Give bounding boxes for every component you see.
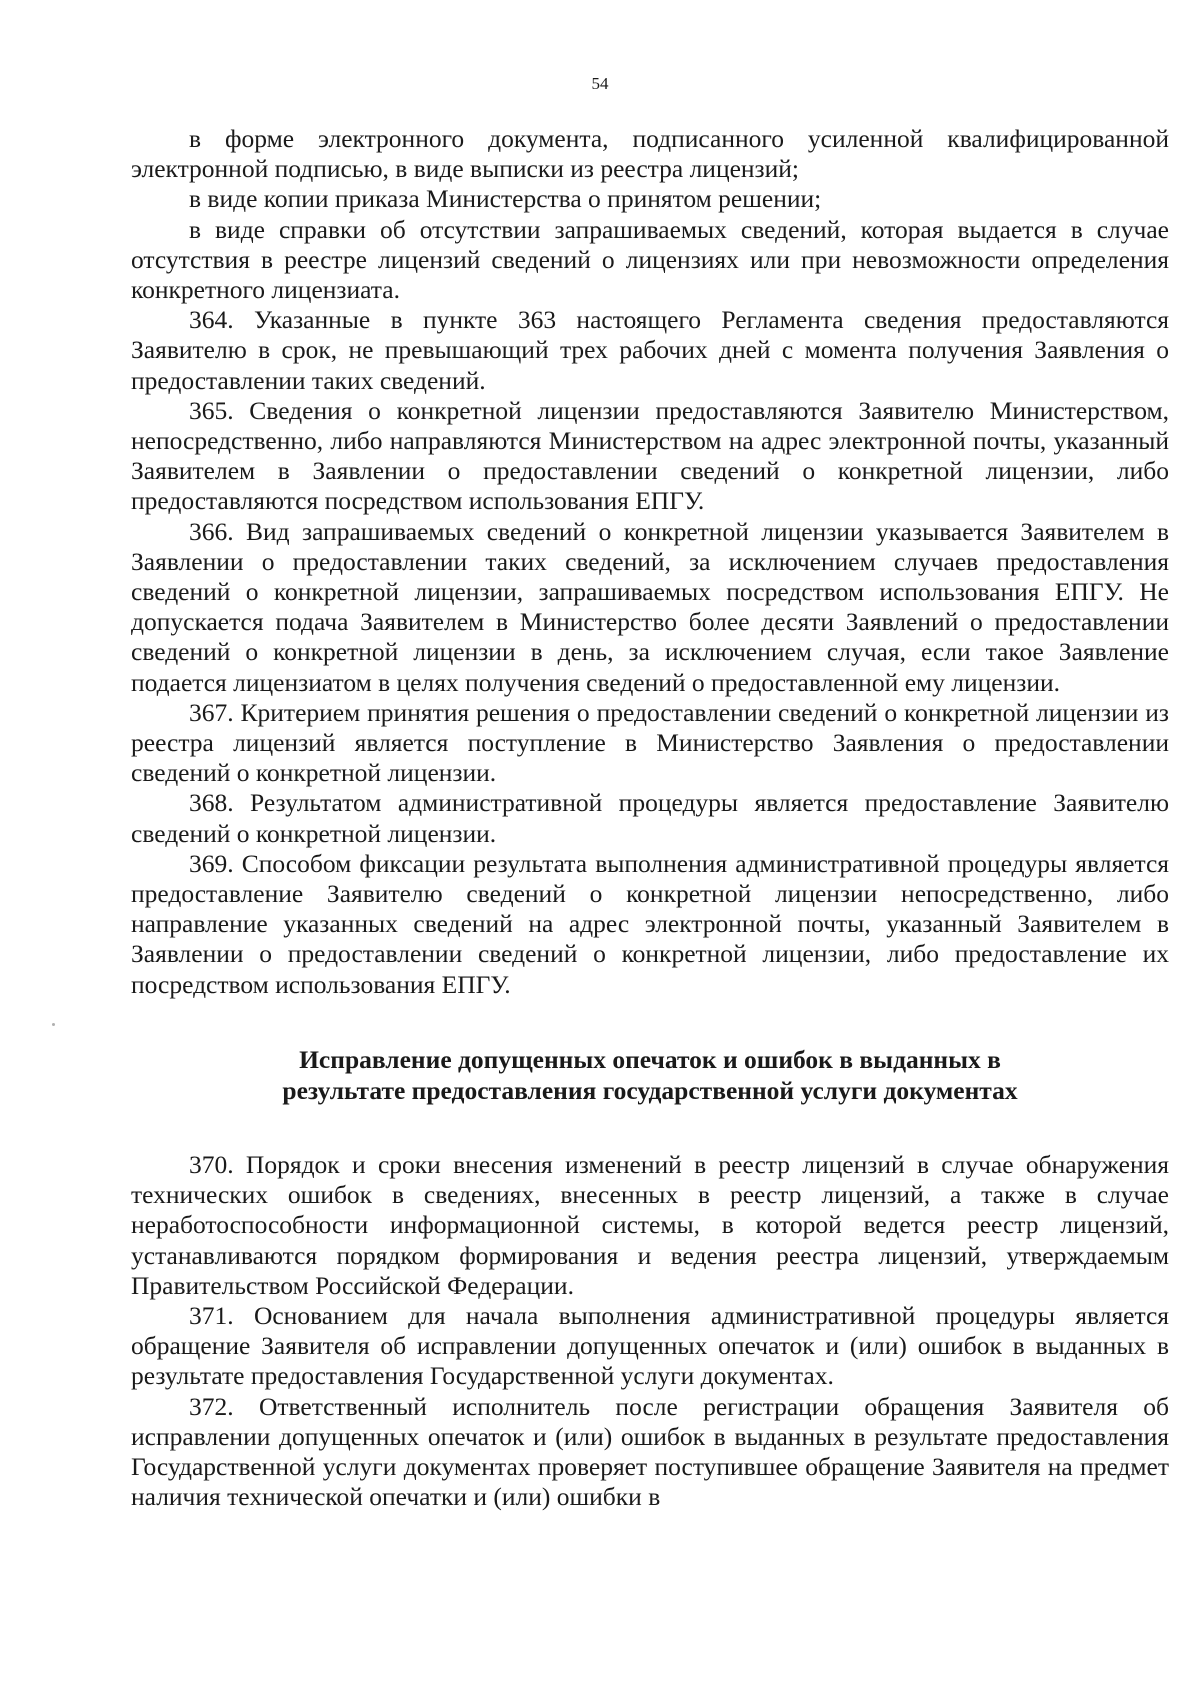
margin-dot [52, 1023, 55, 1026]
paragraph-371: 371. Основанием для начала выполнения административной процедуры является обращение Заявителя об исправлении допущенных опечаток и (или) ошибок в выданных в результате предоставления Государственной услуги документах. [131, 1300, 1169, 1391]
paragraph: в форме электронного документа, подписанного усиленной квалифицированной электронной подписью, в виде выписки из реестра лицензий; [131, 124, 1169, 184]
paragraph-364: 364. Указанные в пункте 363 настоящего Регламента сведения предоставляются Заявителю в срок, не превышающий трех рабочих дней с момента получения Заявления о предоставлении таких сведений. [131, 305, 1169, 395]
paragraph-366: 366. Вид запрашиваемых сведений о конкретной лицензии указывается Заявителем в Заявлении о предоставлении таких сведений, за исключением случаев предоставления сведений о конкретной лицензии, запрашиваемых посредством использования ЕПГУ. Не допускается подача Заявителем в Министерство более десяти Заявлений о предоставлении сведений о конкретной лицензии в день, за исключением случая, если такое Заявление подается лицензиатом в целях получения сведений о предоставленной ему лицензии. [131, 516, 1169, 697]
section-heading-line-2: результате предоставления государственной услуги документах [282, 1075, 1018, 1105]
paragraph: в виде копии приказа Министерства о принятом решении; [189, 184, 822, 214]
section-heading [131, 1044, 1169, 1106]
paragraph-365: 365. Сведения о конкретной лицензии предоставляются Заявителю Министерством, непосредственно, либо направляются Министерством на адрес электронной почты, указанный Заявителем в Заявлении о предоставлении сведений о конкретной лицензии, либо предоставляются посредством использования ЕПГУ. [131, 395, 1169, 516]
paragraph: в виде справки об отсутствии запрашиваемых сведений, которая выдается в случае отсутствия в реестре лицензий сведений о лицензиях или при невозможности определения конкретного лицензиата. [131, 214, 1169, 305]
document-body [131, 124, 1169, 1512]
paragraph-370: 370. Порядок и сроки внесения изменений в реестр лицензий в случае обнаружения технических ошибок в сведениях, внесенных в реестр лицензий, а также в случае неработоспособности информационной системы, в которой ведется реестр лицензий, устанавливаются порядком формирования и ведения реестра лицензий, утверждаемым Правительством Российской Федерации. [131, 1149, 1169, 1300]
paragraph-367: 367. Критерием принятия решения о предоставлении сведений о конкретной лицензии из реестра лицензий является поступление в Министерство Заявления о предоставлении сведений о конкретной лицензии. [131, 697, 1169, 788]
page-number: 54 [591, 74, 609, 93]
paragraph-368: 368. Результатом административной процедуры является предоставление Заявителю сведений о конкретной лицензии. [131, 788, 1169, 848]
section-heading-line-1: Исправление допущенных опечаток и ошибок в выданных в [299, 1044, 1001, 1074]
paragraph-369: 369. Способом фиксации результата выполнения административной процедуры является предоставление Заявителю сведений о конкретной лицензии непосредственно, либо направление указанных сведений на адрес электронной почты, указанный Заявителем в Заявлении о предоставлении сведений о конкретной лицензии, либо предоставление их посредством использования ЕПГУ. [131, 848, 1169, 999]
paragraph-372: 372. Ответственный исполнитель после регистрации обращения Заявителя об исправлении допущенных опечаток и (или) ошибок в выданных в результате предоставления Государственной услуги документах проверяет поступившее обращение Заявителя на предмет наличия технической опечатки и (или) ошибки в [131, 1391, 1169, 1512]
